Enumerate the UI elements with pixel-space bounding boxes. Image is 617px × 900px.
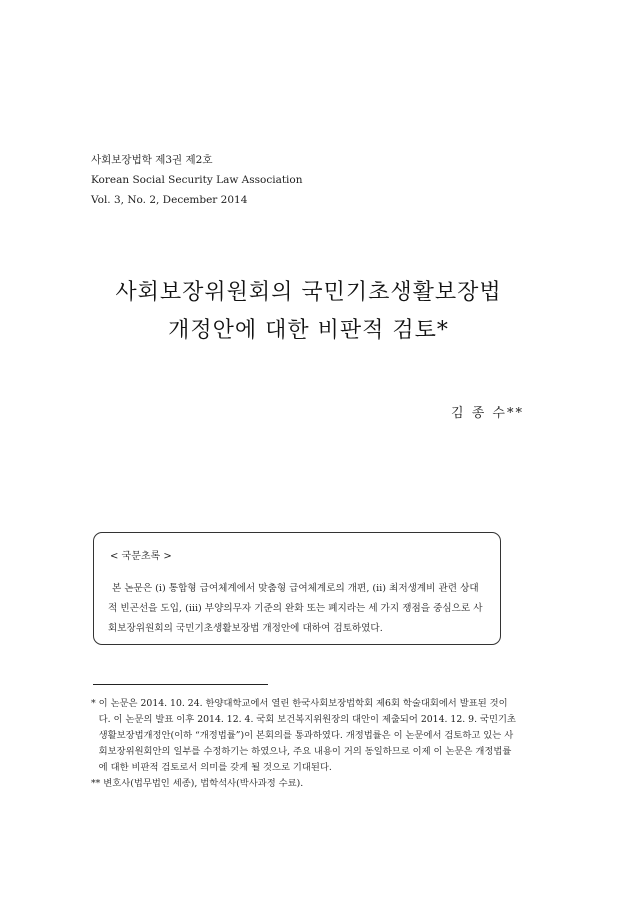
journal-header — [91, 150, 303, 210]
title-line-1: 사회보장위원회의 국민기초생활보장법 — [115, 280, 502, 305]
footnote-text: 이 논문은 2014. 10. 24. 한양대학교에서 열린 한국사회보장법학회 제6회 학술대회에서 발표된 것이다. 이 논문의 발표 이후 2014. 12. 4. 국회 보건복지위원장의 대안이 제출되어 2014. 12. 9. 국민기초생활보장법개정안(이하 “개정법률”)이 본회의를 통과하였다. 개정법률은 이 논문에서 검토하고 있는 사회보장위원회안의 일부를 수정하기는 하였으나, 주요 내용이 거의 동일하므로 이제 이 논문은 개정법률에 대한 비판적 검토로서 의미를 갖게 될 것으로 기대된다. — [98, 698, 516, 773]
footnote-item — [91, 696, 519, 776]
paper-title — [0, 274, 617, 350]
abstract-body: 본 논문은 (ⅰ) 통합형 급여체계에서 맞춤형 급여체계로의 개편, (ⅱ) 최저생계비 관련 상대적 빈곤선을 도입, (ⅲ) 부양의무자 기준의 완화 또는 폐지라는 세 가지 쟁점을 중심으로 사회보장위원회의 국민기초생활보장법 개정안에 대하여 검토하였다. — [108, 583, 483, 634]
abstract-box — [93, 532, 501, 645]
footnote-item — [91, 776, 519, 792]
volume-info: Vol. 3, No. 2, December 2014 — [91, 194, 248, 206]
footnote-mark: * — [91, 698, 96, 709]
association-name: Korean Social Security Law Association — [91, 174, 303, 186]
footnotes — [91, 696, 519, 792]
author-name: 김 종 수** — [451, 406, 524, 421]
abstract-heading: < 국문초록 > — [110, 551, 172, 562]
journal-name: 사회보장법학 제3권 제2호 — [91, 154, 213, 166]
title-line-2: 개정안에 대한 비판적 검토* — [168, 318, 449, 343]
footnote-mark: ** — [91, 778, 101, 789]
footnote-divider — [93, 684, 268, 685]
footnote-text: 변호사(법무법인 세종), 법학석사(박사과정 수료). — [103, 778, 304, 789]
